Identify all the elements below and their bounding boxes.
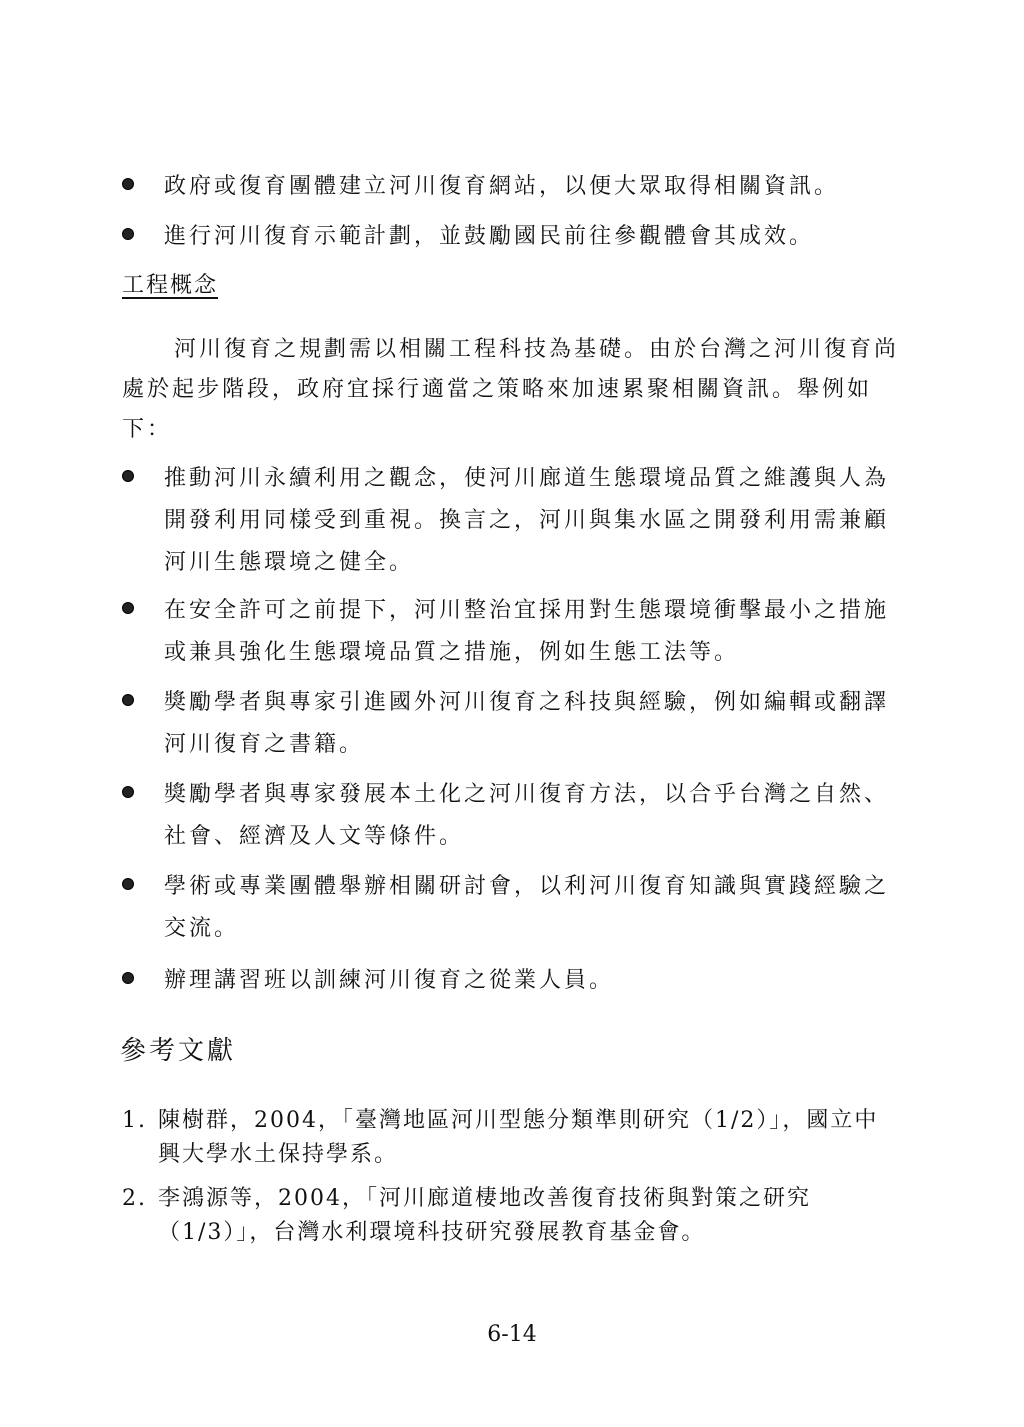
- bullet-dot-icon: [122, 470, 134, 482]
- bullet-text: 政府或復育團體建立河川復育網站，以便大眾取得相關資訊。: [164, 174, 840, 199]
- bullet-item: [122, 590, 902, 674]
- bullet-dot-icon: [122, 602, 134, 614]
- bullet-text: 獎勵學者與專家發展本土化之河川復育方法，以合乎台灣之自然、社會、經濟及人文等條件。: [164, 782, 890, 849]
- bullet-item: [122, 216, 902, 258]
- section-paragraph: 河川復育之規劃需以相關工程科技為基礎。由於台灣之河川復育尚處於起步階段，政府宜採行適當之策略來加速累聚相關資訊。舉例如下：: [122, 337, 900, 442]
- reference-text: 李鴻源等，2004，「河川廊道棲地改善復育技術與對策之研究（1/3）」，台灣水利環境科技研究發展教育基金會。: [158, 1186, 811, 1245]
- reference-text: 陳樹群，2004，「臺灣地區河川型態分類準則研究（1/2）」，國立中興大學水土保持學系。: [158, 1108, 879, 1167]
- reference-item: [122, 1104, 902, 1172]
- bullet-item: [122, 682, 902, 766]
- bullet-text: 辦理講習班以訓練河川復育之從業人員。: [164, 968, 615, 993]
- reference-number: 1.: [122, 1108, 147, 1133]
- page-number: 6-14: [487, 1322, 537, 1347]
- bullet-dot-icon: [122, 694, 134, 706]
- bullet-text: 學術或專業團體舉辦相關研討會，以利河川復育知識與實踐經驗之交流。: [164, 874, 890, 941]
- bullet-dot-icon: [122, 972, 134, 984]
- bullet-dot-icon: [122, 178, 134, 190]
- bullet-dot-icon: [122, 786, 134, 798]
- reference-number: 2.: [122, 1186, 147, 1211]
- bullet-text: 在安全許可之前提下，河川整治宜採用對生態環境衝擊最小之措施或兼具強化生態環境品質之措施，例如生態工法等。: [164, 598, 890, 665]
- bullet-dot-icon: [122, 228, 134, 240]
- bullet-item: [122, 866, 902, 950]
- reference-item: [122, 1182, 902, 1250]
- bullet-item: [122, 774, 902, 858]
- bullet-item: [122, 960, 902, 1002]
- bullet-dot-icon: [122, 878, 134, 890]
- bullet-text: 獎勵學者與專家引進國外河川復育之科技與經驗，例如編輯或翻譯河川復育之書籍。: [164, 690, 890, 757]
- bullet-text: 進行河川復育示範計劃，並鼓勵國民前往參觀體會其成效。: [164, 224, 815, 249]
- bullet-item: [122, 458, 902, 584]
- bullet-text: 推動河川永續利用之觀念，使河川廊道生態環境品質之維護與人為開發利用同樣受到重視。換言之，河川與集水區之開發利用需兼顧河川生態環境之健全。: [164, 466, 890, 575]
- references-heading: 參考文獻: [120, 1036, 237, 1066]
- bullet-item: [122, 166, 902, 208]
- section-heading: 工程概念: [122, 273, 219, 298]
